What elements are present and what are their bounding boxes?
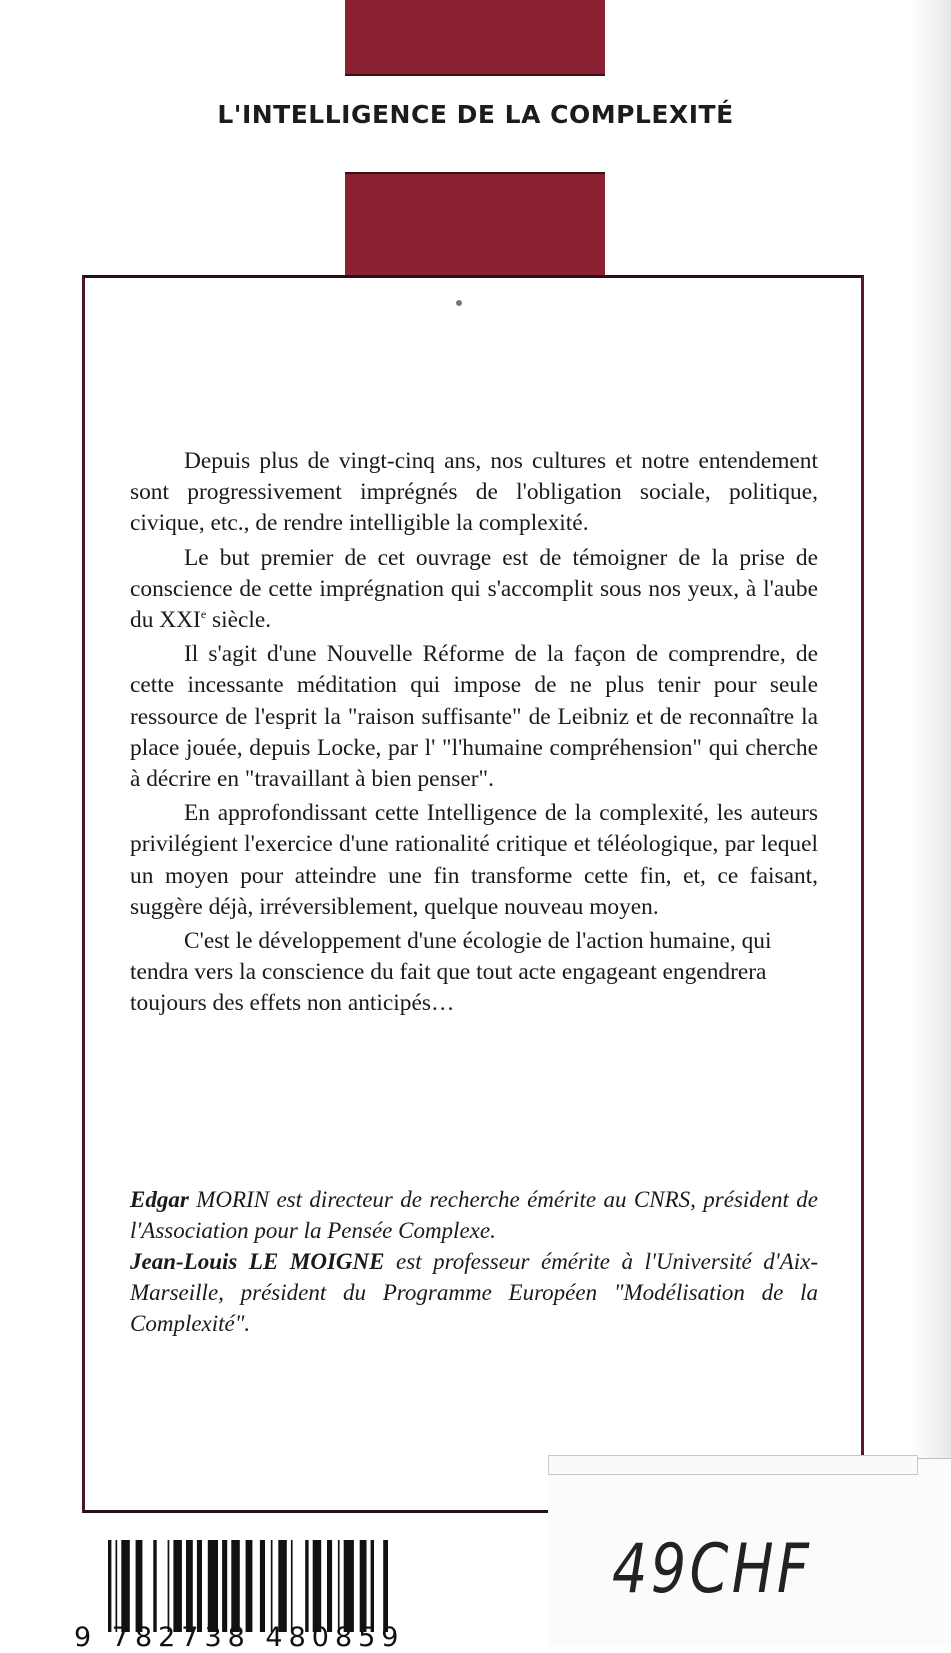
blurb-paragraph: Le but premier de cet ouvrage est de témoigner de la prise de conscience de cette imprégnation qui s'accomplit sous nos yeux, à l'aube du XXIe siècle. xyxy=(130,544,818,634)
blurb xyxy=(130,446,818,1023)
author-last-name: MORIN xyxy=(196,1187,270,1212)
sticker-edge xyxy=(548,1455,918,1475)
author-first-name: Jean-Louis xyxy=(130,1249,238,1274)
barcode-bar xyxy=(305,1540,308,1632)
barcode xyxy=(108,1540,388,1632)
scan-edge-shadow xyxy=(911,0,951,1645)
barcode-bar xyxy=(291,1540,293,1632)
barcode-bar xyxy=(173,1540,182,1632)
barcode-bar xyxy=(246,1540,253,1632)
author-bio: Edgar MORIN est directeur de recherche émérite au CNRS, président de l'Association pour la Pensée Complexe. xyxy=(130,1187,819,1243)
barcode-bar xyxy=(231,1540,240,1632)
barcode-bar xyxy=(208,1540,218,1632)
blurb-paragraph: Il s'agit d'une Nouvelle Réforme de la façon de comprendre, de cette incessante méditation qui impose de ne plus tenir pour seule ressource de l'esprit la "raison suffisante" de Leibniz et de reconnaître la place jouée, depuis Locke, par l' "l'humaine compréhension" qui cherche à décrire en "travaillant à bien penser". xyxy=(130,641,818,793)
barcode-bar xyxy=(121,1540,130,1632)
barcode-bar xyxy=(108,1540,111,1632)
barcode-bar xyxy=(338,1540,340,1632)
blurb-paragraph: Depuis plus de vingt-cinq ans, nos cultures et notre entendement sont progressivement imprégnés de l'obligation sociale, politique, civique, etc., de rendre intelligible la complexité. xyxy=(130,448,818,537)
blurb-paragraph: C'est le développement d'une écologie de l'action humaine, qui tendra vers la conscience du fait que tout acte engageant engendrera toujours des effets non anticipés… xyxy=(130,928,772,1017)
isbn-digits: 9 782738 480859 xyxy=(74,1622,405,1653)
author-bios xyxy=(130,1184,818,1339)
barcode-bar xyxy=(136,1540,143,1632)
barcode-bar xyxy=(116,1540,118,1632)
barcode-bar xyxy=(327,1540,332,1632)
barcode-bar xyxy=(186,1540,193,1632)
author-first-name: Edgar xyxy=(130,1187,189,1212)
barcode-bar xyxy=(313,1540,322,1632)
author-last-name: LE MOIGNE xyxy=(248,1249,385,1274)
ornament-dot xyxy=(456,300,462,306)
book-title: L'INTELLIGENCE DE LA COMPLEXITÉ xyxy=(217,100,734,129)
barcode-bar xyxy=(278,1540,287,1632)
barcode-bar xyxy=(168,1540,170,1632)
barcode-bar xyxy=(197,1540,202,1632)
barcode-bar xyxy=(153,1540,156,1632)
barcode-bar xyxy=(383,1540,388,1632)
author-bio: Jean-Louis LE MOIGNE est professeur émérite à l'Université d'Aix-Marseille, président du Programme Européen "Modélisation de la Complexité". xyxy=(130,1249,819,1336)
top-accent-block xyxy=(345,0,605,76)
barcode-bar xyxy=(271,1540,273,1632)
price-handwritten: 49CHF xyxy=(612,1530,813,1609)
middle-accent-block xyxy=(345,172,605,276)
barcode-bar xyxy=(260,1540,265,1632)
barcode-bar xyxy=(371,1540,374,1632)
barcode-bar xyxy=(344,1540,354,1632)
barcode-bar xyxy=(360,1540,367,1632)
barcode-bar xyxy=(222,1540,227,1632)
blurb-paragraph: En approfondissant cette Intelligence de la complexité, les auteurs privilégient l'exercice d'une rationalité critique et téléologique, par lequel un moyen pour atteindre une fin transforme cette fin, et, ce faisant, suggère déjà, irréversiblement, quelque nouveau moyen. xyxy=(130,800,818,920)
